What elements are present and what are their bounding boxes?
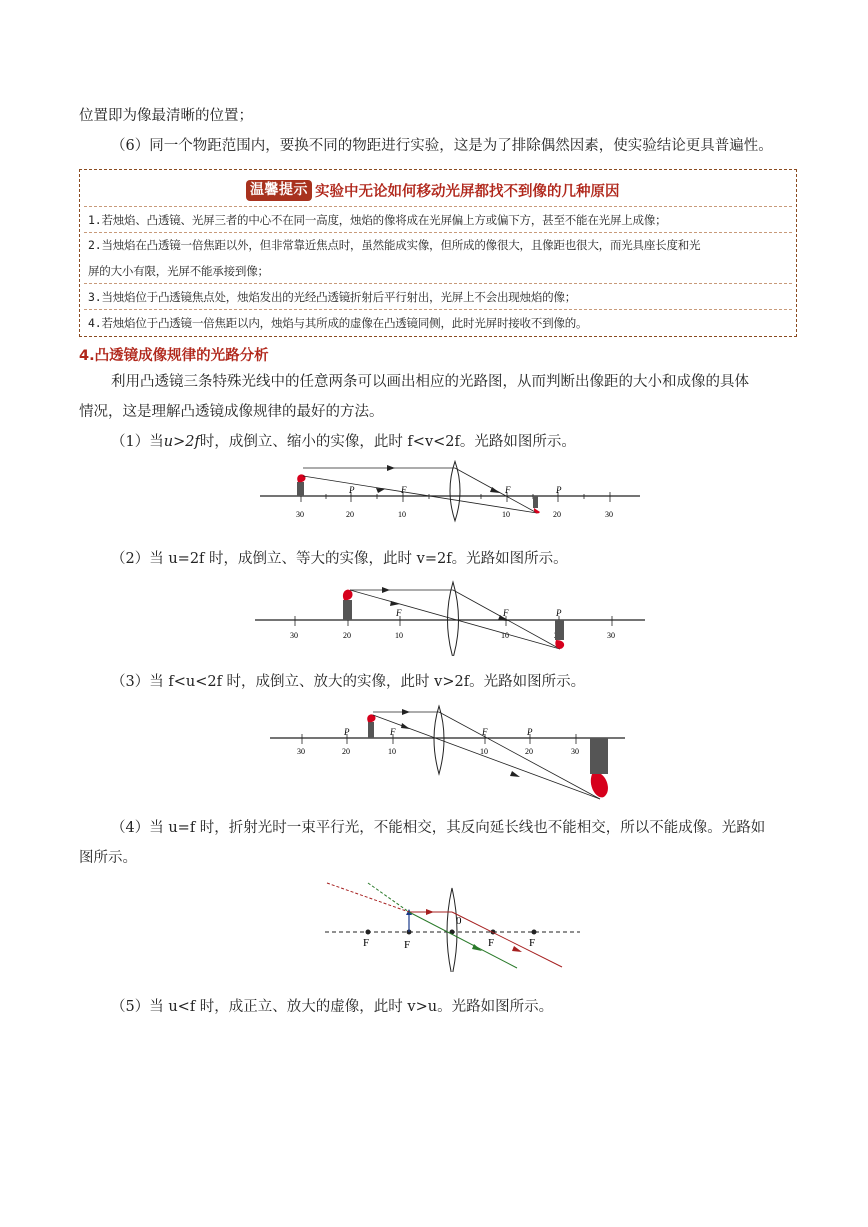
intro-line-1: 利用凸透镜三条特殊光线中的任意两条可以画出相应的光路图，从而判断出像距的大小和成像的具体 xyxy=(111,374,749,390)
p-label: P xyxy=(556,608,562,618)
case-3-text: （3）当 f<u<2f 时，成倒立、放大的实像，此时 v>2f。光路如图所示。 xyxy=(111,674,586,690)
case-1-suffix: 时，成倒立、缩小的实像，此时 f<v<2f。光路如图所示。 xyxy=(199,434,576,450)
candle xyxy=(343,600,352,620)
case-5-text: （5）当 u<f 时，成正立、放大的虚像，此时 v>u。光路如图所示。 xyxy=(111,999,554,1015)
case-4-text: （4）当 u=f 时，折射光时一束平行光，不能相交，其反向延长线也不能相交，所以不能成像。光路如 xyxy=(111,820,766,836)
image-candle xyxy=(590,738,608,774)
tick-label: 20 xyxy=(346,510,354,519)
tip-badge: 温馨提示 xyxy=(246,180,312,201)
f-label: F xyxy=(488,937,495,949)
tip-box xyxy=(79,169,797,337)
tick-label: 10 xyxy=(388,747,396,756)
section-heading: 4.凸透镜成像规律的光路分析 xyxy=(79,348,269,364)
tip-title xyxy=(246,179,620,201)
ray-diagram-1 xyxy=(255,458,645,524)
tick-label: 10 xyxy=(502,510,510,519)
p-label: P xyxy=(556,485,562,495)
tick-label: 10 xyxy=(395,631,403,640)
f-label: F xyxy=(363,937,370,949)
tick-label: 30 xyxy=(290,631,298,640)
tick-label: 10 xyxy=(501,631,509,640)
tick-label: 20 xyxy=(342,747,350,756)
tick-label: 20 xyxy=(343,631,351,640)
f-label: F xyxy=(396,608,402,618)
tip-item-3: 3.当烛焰位于凸透镜焦点处，烛焰发出的光经凸透镜折射后平行射出，光屏上不会出现烛焰的像； xyxy=(88,290,577,304)
divider xyxy=(84,206,792,207)
f-label: F xyxy=(503,608,509,618)
tick-label: 10 xyxy=(480,747,488,756)
o-label: 0 xyxy=(456,915,462,927)
case-1-text xyxy=(111,432,576,452)
tip-heading: 实验中无论如何移动光屏都找不到像的几种原因 xyxy=(315,183,620,200)
candle xyxy=(368,722,374,738)
ray-diagram-3 xyxy=(265,704,630,802)
image-candle xyxy=(555,620,564,640)
tip-item-1: 1.若烛焰、凸透镜、光屏三者的中心不在同一高度，烛焰的像将成在光屏偏上方或偏下方，甚至不能在光屏上成像； xyxy=(88,213,667,227)
tick-label: 30 xyxy=(571,747,579,756)
tip-item-2: 2.当烛焰在凸透镜一倍焦距以外，但非常靠近焦点时，虽然能成实像，但所成的像很大，且像距也很大，而光具座长度和光 xyxy=(88,238,701,252)
f-label: F xyxy=(529,937,536,949)
divider xyxy=(84,309,792,310)
f-label: F xyxy=(482,727,488,737)
tick-label: 30 xyxy=(605,510,613,519)
ray-diagram-4 xyxy=(322,880,584,972)
tick-label: 30 xyxy=(296,510,304,519)
image-candle xyxy=(533,496,538,508)
tick-label: 30 xyxy=(297,747,305,756)
paragraph-line: 位置即为像最清晰的位置； xyxy=(79,108,253,124)
divider xyxy=(84,283,792,284)
case-1-condition: u>2f xyxy=(163,434,200,450)
tick-label: 20 xyxy=(525,747,533,756)
intro-line-2: 情况，这是理解凸透镜成像规律的最好的方法。 xyxy=(79,404,384,420)
flame xyxy=(297,474,305,482)
ray-diagram-2 xyxy=(250,576,650,656)
f-label: F xyxy=(404,939,411,951)
candle xyxy=(297,482,304,496)
p-label: P xyxy=(527,727,533,737)
p-label: P xyxy=(349,485,355,495)
tip-item-2-cont: 屏的大小有限，光屏不能承接到像； xyxy=(88,264,269,278)
tick-label: 10 xyxy=(398,510,406,519)
f-label: F xyxy=(505,485,511,495)
tick-label: 20 xyxy=(553,510,561,519)
case-4-text-cont: 图所示。 xyxy=(79,850,137,866)
paragraph-item-6: （6）同一个物距范围内，要换不同的物距进行实验，这是为了排除偶然因素，使实验结论更具普遍性。 xyxy=(111,138,773,154)
flame xyxy=(343,590,353,601)
p-label: P xyxy=(344,727,350,737)
f-label: F xyxy=(390,727,396,737)
case-1-prefix: （1）当 xyxy=(111,434,164,450)
f-label: F xyxy=(401,485,407,495)
tick-label: 30 xyxy=(607,631,615,640)
tip-item-4: 4.若烛焰位于凸透镜一倍焦距以内，烛焰与其所成的虚像在凸透镜同侧，此时光屏时接收不到像的。 xyxy=(88,316,588,330)
divider xyxy=(84,232,792,233)
case-2-text: （2）当 u=2f 时，成倒立、等大的实像，此时 v=2f。光路如图所示。 xyxy=(111,551,568,567)
convex-lens xyxy=(434,706,444,774)
